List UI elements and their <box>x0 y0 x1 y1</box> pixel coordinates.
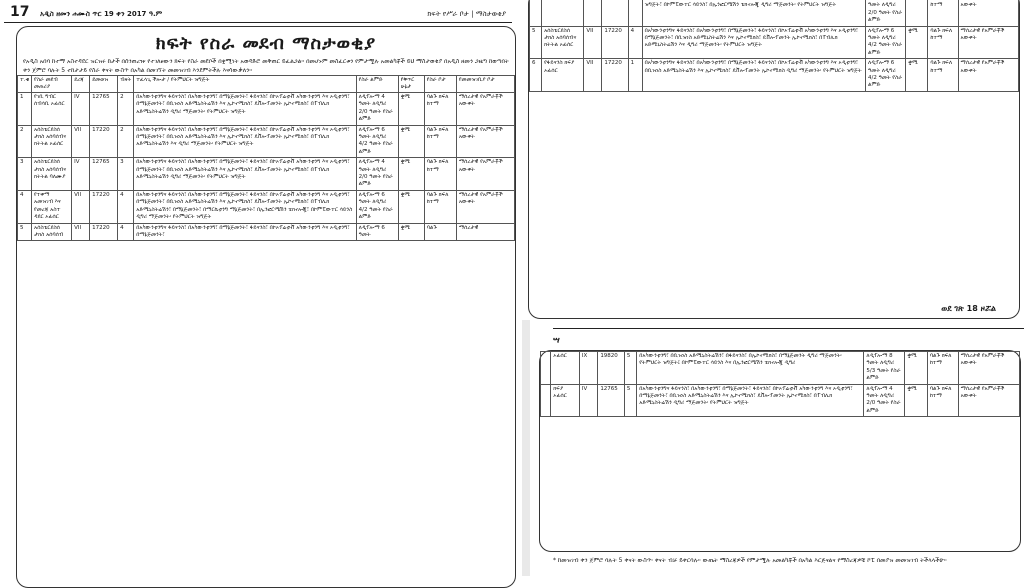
cell-no <box>18 190 32 223</box>
cell-grade <box>584 59 602 92</box>
cell-text: ቋሚ <box>908 27 918 34</box>
cell-exp <box>356 158 398 191</box>
cell-qty <box>118 125 134 158</box>
cell-text: ቋሚ <box>400 159 411 166</box>
cell-text: ለዲፕሎማ 6 ዓመት ለዲግሪ 4/2 ዓመት የስራ ልምድ <box>868 60 903 89</box>
cell-no <box>530 0 542 26</box>
cell-exp <box>356 125 398 158</box>
cell-text: 12765 <box>92 159 110 166</box>
cell-reg <box>456 125 514 158</box>
cell-text: 6 <box>532 60 536 67</box>
cell-text: ቋሚ <box>400 94 411 100</box>
table-row <box>541 352 1020 385</box>
cell-text: 12765 <box>600 385 618 392</box>
cell-reg <box>456 93 514 126</box>
cell-position <box>542 0 584 26</box>
cell-text <box>544 0 581 2</box>
continued-page-note: ወደ ገጽ 18 ዞሯል <box>941 304 996 313</box>
cell-text: በአካውንቲንግና ፋይናንስ፣ በአካውንቲንግ፣ በማኔጅመንት፣ ፋይናንስ፣ በኮኦፕሬቲቭ አካውንቲንግ እና ኦዲቲንግ፣ በማኔጅመንት፣ በቢዝነስ አድሚኒስትሬሽን እና ኢኮኖሚክስ፣ ዴቨሎፕመንት ኢኮኖሚክስ፣ በፐብሊክ አድሚኒስትሬሽን ዲግሪ ማጅመንት፡ የትምህርት ዝግጅት <box>136 94 350 115</box>
cell-salary <box>90 93 118 126</box>
cell-text: በአካውንቲንግና ፋይናንስ፣ በአካውንቲንግ፣ በማኔጅመንት፣ ፋይናንስ፣ በኮኦፕሬቲቭ አካውንቲንግ እና ኦዲቲንግ፣ በማኔጅመንት፣ <box>136 224 350 238</box>
cell-reg <box>456 190 514 223</box>
cell-text: 4 <box>20 191 24 198</box>
cell-text: ባልጉ ክፍለ ከተማ <box>426 94 449 108</box>
cell-text: ቋሚ <box>400 126 411 133</box>
cell-grade <box>72 223 90 241</box>
cell-term <box>398 223 424 241</box>
cell-exp <box>866 0 906 26</box>
table-row <box>18 93 515 126</box>
cell-no <box>18 223 32 241</box>
cell-grade <box>584 0 602 26</box>
column-header: ደመወዝ <box>90 76 118 93</box>
notice-intro: የአዲስ አበባ ከተማ አስተዳደር ዝርዝሩ ከታች በሰንጠረዡ የተገለፀውን ክፍት የስራ መደቦች በቋሚነት አወዳድሮ መቅጠር ይፈልጋል፡፡ በመሆኑም መስፈርቱን የምታሟሉ አመልካቾች ይህ ማስታወቂያ በአዲስ ዘመን ጋዜጣ ከወጣበት ቀን ጀምሮ ባሉት 5 ተከታታይ የስራ ቀናት ውስጥ በአካል በመገኘት መመዝገብ እንደምትችሉ እናሳውቃለን፡፡ <box>23 58 509 74</box>
cell-text: አሰስቴርደስሰ ታክስ አሰባሰብና ክትትል ኦፊሰር <box>34 126 67 148</box>
cell-text: ባልጉ ክፍለ ከተማ <box>929 353 952 367</box>
cell-text: ማሰረታዊ የአምራቾች አውቀት <box>458 191 503 206</box>
cell-text: በአካውንቲንግና ፋይናንስ፣ በአካውንቲንግ፣ በማኔጅመንት፣ ፋይናንስ፣ በኮኦፕሬቲቭ አካውንቲንግ እና ኦዲቲንግ፣ በማኔጅመንት፣ በቢዝነስ አድሚኒስትሬሽን እና ኢኮኖሚክስ፣ ዴቨሎፕመንት ኢኮኖሚክስ፣ በፐብሊክ አድሚኒስትሬሽን ዲግሪ ማጅመንት፡ የትምህርት ዝግጅት <box>639 385 853 407</box>
cell-term <box>398 190 424 223</box>
cell-text: ለዲፕሎማ 6 ዓመት <box>358 224 385 238</box>
cell-reg <box>456 158 514 191</box>
column-header: ብዛት <box>118 76 134 93</box>
cell-no <box>18 93 32 126</box>
cell-text: 17220 <box>92 126 110 133</box>
cell-position <box>32 223 72 241</box>
cell-reg <box>958 26 1018 59</box>
cell-text: 5 <box>20 224 24 231</box>
cell-position <box>551 352 580 385</box>
cell-text: አሰስቴርደስሰ ታክስ አሰባሰብ <box>34 224 64 238</box>
cell-text: ለዲፕሎማ 4 ዓመት ለዲግሪ 2/0 ዓመት የስራ ልምድ <box>358 94 393 123</box>
cell-req <box>637 384 864 417</box>
cell-text: ለዲፕሎማ 6 ዓመት ለዲግሪ 4/2 ዓመት የስራ ልምድ <box>358 126 393 155</box>
cell-req <box>642 26 865 59</box>
cell-text: 17220 <box>92 191 110 198</box>
cell-text: 1 <box>20 94 24 100</box>
cell-text: IV <box>581 385 588 392</box>
cell-text: VII <box>586 27 594 34</box>
cell-text: ለዲፕሎማ 8 ዓመት ለዲግሪ 5/3 ዓመት የስራ ልምድ <box>866 353 901 382</box>
cell-text: ባልጉ ክፍለ ከተማ <box>426 159 449 173</box>
cell-text: 1 <box>630 60 635 67</box>
section-tab: ሣ <box>553 336 560 346</box>
cell-text: IX <box>581 353 588 359</box>
cell-text: የገቢ ግብር ሰብሳቢ ኦፊሰር <box>34 94 65 108</box>
cell-text: አሰስቴርደስሰ ታክስ አሰባሰብና ክትትል ኦፊሰር <box>544 27 577 49</box>
cell-exp <box>356 93 398 126</box>
cell-text: የፋይናንስ ክፍያ ኦፊሰር <box>544 60 575 74</box>
cell-term <box>906 59 928 92</box>
cell-text: አሰስቴርደስሰ ታክስ አሰባሰብና ክትትል ባለሙያ <box>34 159 67 181</box>
cell-position <box>551 384 580 417</box>
cell-text: ማሰረታዊ የአምራቾች አውቀት <box>960 385 1005 400</box>
cell-req <box>642 0 865 26</box>
cell-text: 2 <box>120 94 124 100</box>
vacancy-table <box>17 75 515 241</box>
cell-text: አውቀት <box>960 2 977 9</box>
page-header <box>4 4 512 23</box>
cell-loc <box>424 125 456 158</box>
cell-text: 3 <box>20 159 24 166</box>
cell-text: VII <box>74 224 82 231</box>
cell-salary <box>598 384 625 417</box>
cell-loc <box>928 0 958 26</box>
cell-text: ቋሚ <box>400 224 411 231</box>
cell-text: ቋሚ <box>908 60 918 67</box>
cell-qty <box>628 59 642 92</box>
cell-text: ክፍያ ኦፊሰር <box>553 385 567 400</box>
cell-text: ኦፊሰር <box>553 353 567 359</box>
column-header: የመመዝገቢያ ቦታ <box>456 76 514 93</box>
cell-term <box>398 158 424 191</box>
cell-term <box>398 125 424 158</box>
table-row <box>18 190 515 223</box>
cell-text: ከተማ <box>930 2 943 9</box>
cell-text: ማሰረታዊ የአምራቾች አውቀት <box>960 60 1005 74</box>
column-header: የስራ ልምድ <box>356 76 398 93</box>
table-row <box>18 223 515 241</box>
cell-reg <box>958 352 1019 385</box>
vacancy-notice-box <box>16 26 516 588</box>
column-header: የቅጥር ሁኔታ <box>398 76 424 93</box>
cell-text: በአካውንቲንግና ፋይናንስ፣ በአካውንቲንግ፣ በማኔጅመንት፣ ፋይናንስ፣ በኮኦፕሬቲቭ አካውንቲንግ እና ኦዲቲንግ፣ በቢዝነስ አድሚኒስትሬሽን እና ኢኮኖሚክስ፣ ዴቨሎፕመንት ኢኮኖሚክስ ዲግሪ ማጅመንት፡ የትምህርት ዝግጅት <box>644 60 862 74</box>
vacancy-table-continued <box>529 0 1019 92</box>
cell-text: 3 <box>120 159 124 166</box>
table-row <box>18 158 515 191</box>
column-header: ተ.ቁ <box>18 76 32 93</box>
cell-position <box>32 93 72 126</box>
cell-exp <box>866 26 906 59</box>
cell-loc <box>424 93 456 126</box>
cell-loc <box>928 59 958 92</box>
cell-no <box>530 59 542 92</box>
cell-text: 17220 <box>604 27 622 34</box>
cell-text: 12765 <box>92 94 110 100</box>
cell-exp <box>864 352 905 385</box>
paper-name: አዲስ ዘመን ሐሙስ ጥር 19 ቀን 2017 ዓ.ም <box>40 10 163 18</box>
cell-position <box>542 26 584 59</box>
cell-qty <box>118 158 134 191</box>
cell-text: IV <box>74 94 80 100</box>
cell-qty <box>118 190 134 223</box>
cell-term <box>905 352 928 385</box>
cell-text: 5 <box>626 385 631 392</box>
column-header: ተፈላጊ ችሎታ / የትምህርት ዝግጅት <box>134 76 356 93</box>
cell-reg <box>958 59 1018 92</box>
cell-qty <box>624 384 636 417</box>
cell-text: ማሰረታዊ የአምራቾች አውቀት <box>458 159 503 173</box>
cell-text: VII <box>74 126 82 133</box>
cell-req <box>134 158 356 191</box>
cell-term <box>906 26 928 59</box>
cell-grade <box>72 158 90 191</box>
cell-text: 2 <box>120 126 124 133</box>
cell-grade <box>579 384 597 417</box>
cell-qty <box>628 0 642 26</box>
cell-no <box>530 26 542 59</box>
cell-qty <box>624 352 636 385</box>
cell-qty <box>118 93 134 126</box>
cell-req <box>134 93 356 126</box>
cell-grade <box>72 190 90 223</box>
table-row <box>541 384 1020 417</box>
cell-salary <box>90 158 118 191</box>
cell-grade <box>72 93 90 126</box>
cell-text: VII <box>74 191 82 198</box>
cell-text: 5 <box>626 353 631 359</box>
cell-text: ማሰረታዊ የአምራቾች አውቀት <box>458 94 503 108</box>
notice-title: ክፍት የስራ መደብ ማስታወቂያ <box>155 33 377 54</box>
cell-text: 2 <box>20 126 24 133</box>
cell-qty <box>118 223 134 241</box>
cell-text: ለዲፕሎማ 4 ዓመት ለዲግሪ 2/0 ዓመት የስራ ልምድ <box>358 159 393 188</box>
table-row <box>530 26 1019 59</box>
cell-text: 17220 <box>604 60 622 67</box>
cell-text: ባልጉ ክፍለ ከተማ <box>426 191 449 206</box>
cell-salary <box>602 0 628 26</box>
cell-grade <box>72 125 90 158</box>
cell-text: 4 <box>120 224 124 231</box>
cell-text: 17220 <box>92 224 110 231</box>
cell-exp <box>864 384 905 417</box>
table-row <box>18 125 515 158</box>
cell-req <box>642 59 865 92</box>
cell-salary <box>90 125 118 158</box>
column-header: ደረጃ <box>72 76 90 93</box>
cell-text: 19820 <box>600 353 618 359</box>
cell-salary <box>90 190 118 223</box>
cell-req <box>134 223 356 241</box>
column-header: የስራ ቦታ <box>424 76 456 93</box>
cell-text: ለዲፕሎማ 6 ዓመት ለዲግሪ 4/2 ዓመት የስራ ልምድ <box>358 191 393 221</box>
cell-text: ባልጉ <box>426 224 437 231</box>
cell-term <box>905 384 928 417</box>
cell-text: 4 <box>120 191 124 198</box>
cell-salary <box>598 352 625 385</box>
cell-text: ቋሚ <box>907 353 917 359</box>
cell-text: VII <box>586 60 594 67</box>
cell-text: ባልጉ ክፍለ ከተማ <box>426 126 449 141</box>
cell-grade <box>579 352 597 385</box>
cell-text: ማሰረታዊ የአምራቾች አውቀት <box>458 126 503 141</box>
cell-text: ማሰረታዊ <box>458 224 479 231</box>
cell-term <box>398 93 424 126</box>
cell-text <box>908 0 925 2</box>
cell-text: ለዲፕሎማ 6 ዓመት ለዲግሪ 4/2 ዓመት የስራ ልምድ <box>868 27 903 56</box>
section-label: ክፍት የሥራ ቦታ | ማስታወቂያ <box>427 10 506 18</box>
cell-salary <box>90 223 118 241</box>
cell-loc <box>927 352 958 385</box>
cell-text: በአካውንቲንግና ፋይናንስ፣ በአካውንቲንግ፣ በማኔጅመንት፣ ፋይናንስ፣ በኮኦፕሬቲቭ አካውንቲንግ እና ኦዲቲንግ፣ በማኔጅመንት፣ በቢዝነስ አድሚኒስትሬሽን እና ኢኮኖሚክስ፣ ዴቨሎፕመንት ኢኮኖሚክስ፣ በፐብሊክ አድሚኒስትሬሽን፣ በማኔጅመንት፣ በማርኬቲንግ ማኔጅመንት፣ በኢንፎርሜሽን ቴክኖሎጂ፣ በኮምፒውተር ሳይንስ ዲግሪ ማጅመንት፡ የትምህርት ዝግጅት <box>136 191 353 221</box>
column-header: የስራ መደብ መጠሪያ <box>32 76 72 93</box>
cell-reg <box>456 223 514 241</box>
vacancy-continuation-box <box>528 0 1020 319</box>
cell-reg <box>958 0 1018 26</box>
vacancy-table-box <box>539 350 1021 552</box>
cell-position <box>542 59 584 92</box>
cell-text: በአካውንቲንግና ፋይናንስ፣ በአካውንቲንግ፣ በማኔጅመንት፣ ፋይናንስ፣ በኮኦፕሬቲቭ አካውንቲንግ እና ኦዲቲንግ፣ በማኔጅመንት፣ በቢዝነስ አድሚኒስትሬሽን እና ኢኮኖሚክስ፣ ዴቨሎፕመንት ኢኮኖሚክስ፣ በፐብሊክ አድሚኒስትሬሽን ዲግሪ ማጅመንት፡ የትምህርት ዝግጅት <box>136 159 350 181</box>
cell-text: 5 <box>532 27 536 34</box>
page-top-rule <box>553 328 1024 335</box>
cell-no <box>541 384 551 417</box>
cell-loc <box>424 190 456 223</box>
cell-loc <box>927 384 958 417</box>
cell-loc <box>424 158 456 191</box>
cell-text: ማሰረታዊ የአምራቾች አውቀት <box>960 353 1005 367</box>
right-bottom-newspaper-page <box>553 328 1024 576</box>
page-number: 17 <box>10 4 30 20</box>
cell-req <box>134 125 356 158</box>
cell-no <box>18 125 32 158</box>
cell-text: ቋሚ <box>400 191 411 198</box>
table-row <box>530 0 1019 26</box>
cell-loc <box>424 223 456 241</box>
table-row <box>530 59 1019 92</box>
cell-exp <box>356 190 398 223</box>
table-header-row <box>18 76 515 93</box>
right-top-newspaper-page <box>528 0 1024 318</box>
cell-loc <box>928 26 958 59</box>
cell-text: 4 <box>630 27 635 34</box>
cell-req <box>637 352 864 385</box>
cell-reg <box>958 384 1019 417</box>
cell-term <box>906 0 928 26</box>
cell-exp <box>356 223 398 241</box>
cell-text: ባልጉ ክፍለ ከተማ <box>930 60 953 74</box>
cell-text: ባልጉ ክፍለ ከተማ <box>929 385 952 400</box>
cell-text: IV <box>74 159 80 166</box>
cell-text: በአካውንቲንግ፣ በቢዝነስ አድሚኒስትሬሽን፣ በፋይናንስ፣ በኢኮኖሚክስ፣ በማኔጅመንት ዲግሪ ማጅመንት፡ የትምህርት ዝግጅት፤ በኮምፒውተር ሳይንስ እና በኢንፎርሜሽን ቴክኖሎጂ ዲግሪ <box>639 353 842 367</box>
cell-grade <box>584 26 602 59</box>
cell-salary <box>602 26 628 59</box>
page-gutter <box>522 320 530 576</box>
cell-qty <box>628 26 642 59</box>
cell-text: ቋሚ <box>907 385 917 392</box>
cell-text: ዝግጅት፣ በኮምፒውተር ሳይንስ፣ በኢንፎርሜሽን ቴክኖሎጂ ዲግሪ ማጅመንት፡ የትምህርት ዝግጅት <box>644 2 836 9</box>
left-newspaper-page <box>0 0 516 576</box>
cell-no <box>541 352 551 385</box>
cell-req <box>134 190 356 223</box>
cell-exp <box>866 59 906 92</box>
cell-text: ማሰረታዊ የአምራቾች አውቀት <box>960 27 1005 42</box>
cell-position <box>32 190 72 223</box>
notice-footer: * ከመዝገብ ቀን ጀምሮ ባሉት 5 ቀናት ውስጥ፡ ቀናት ብቻ ይቀርባሉ፡፡ ውጤት ማስረጃዎች የምታሟሉ አመልካቾች በአካል እርጅናልና የማስረጃዎቹ ኮፒ በመያዝ መመዝገብ ትችላላችሁ፡፡ <box>553 557 947 564</box>
cell-text: ለዲፕሎማ 4 ዓመት ለዲግሪ 2/0 ዓመት የስራ ልምድ <box>866 385 901 414</box>
cell-text: ዓመት ለዲግሪ 2/0 ዓመት የስራ ልምድ <box>868 2 903 24</box>
cell-position <box>32 125 72 158</box>
cell-no <box>18 158 32 191</box>
cell-text: በአካውንቲንግና ፋይናንስ፣ በአካውንቲንግ፣ በማኔጅመንት፣ ፋይናንስ፣ በኮኦፕሬቲቭ አካውንቲንግ እና ኦዲቲንግ፣ በማኔጅመንት፣ በቢዝነስ አድሚኒስትሬሽን እና ኢኮኖሚክስ፣ ዴቨሎፕመንት ኢኮኖሚክስ፣ በፐብሊክ አድሚኒስትሬሽን እና ዲግሪ ማጅመንት፡ የትምህርት ዝግጅት <box>136 126 350 148</box>
cell-text: ባልጉ ክፍለ ከተማ <box>930 27 953 42</box>
cell-text: የተቀማ አመዝገብ እና የመረጃ አስተ ዳደር ኦፊሰር <box>34 191 61 221</box>
cell-position <box>32 158 72 191</box>
cell-salary <box>602 59 628 92</box>
vacancy-table-bottom <box>540 351 1020 417</box>
cell-text: በአካውንቲንግና ፋይናንስ፣ በአካውንቲንግ፣ በማኔጅመንት፣ ፋይናንስ፣ በኮኦፕሬቲቭ አካውንቲንግ እና ኦዲቲንግ፣ በማኔጅመንት፣ በቢዝነስ አድሚኒስትሬሽን እና ኢኮኖሚክስ፣ ዴቨሎፕመንት ኢኮኖሚክስ፣ በፐብሊክ አድሚኒስትሬሽን እና ዲግሪ ማጅመንት፡ የትምህርት ዝግጅት <box>644 27 859 49</box>
